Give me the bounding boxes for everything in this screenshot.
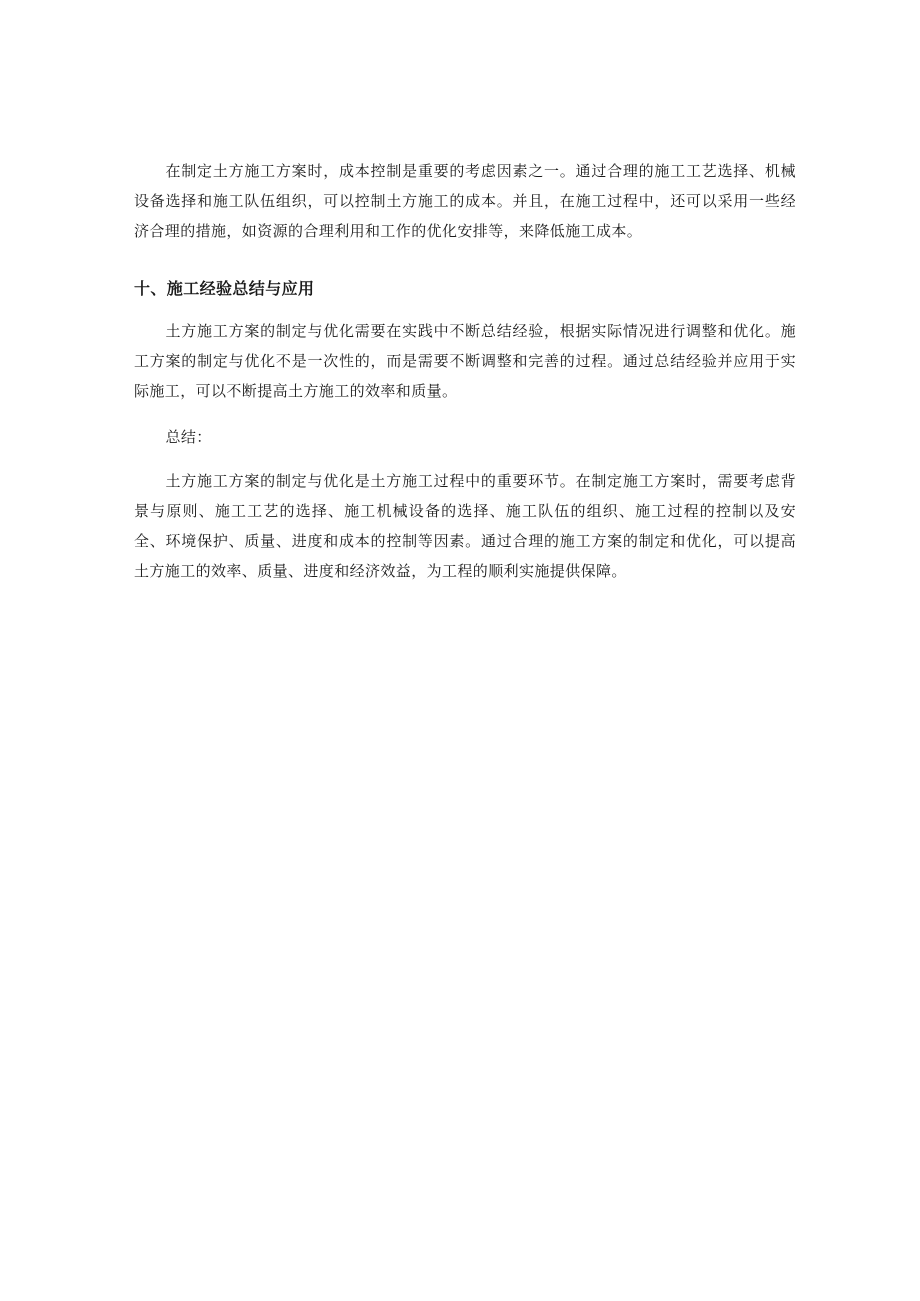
document-body [134,156,796,586]
paragraph-experience: 土方施工方案的制定与优化需要在实践中不断总结经验，根据实际情况进行调整和优化。施工方案的制定与优化不是一次性的，而是需要不断调整和完善的过程。通过总结经验并应用于实际施工，可以不断提高土方施工的效率和质量。 [134,322,796,400]
section-heading-10: 十、施工经验总结与应用 [134,279,315,298]
paragraph-summary: 土方施工方案的制定与优化是土方施工过程中的重要环节。在制定施工方案时，需要考虑背景与原则、施工工艺的选择、施工机械设备的选择、施工队伍的组织、施工过程的控制以及安全、环境保护、质量、进度和成本的控制等因素。通过合理的施工方案的制定和优化，可以提高土方施工的效率、质量、进度和经济效益，为工程的顺利实施提供保障。 [134,472,796,580]
paragraph-cost-control: 在制定土方施工方案时，成本控制是重要的考虑因素之一。通过合理的施工工艺选择、机械设备选择和施工队伍组织，可以控制土方施工的成本。并且，在施工过程中，还可以采用一些经济合理的措施，如资源的合理利用和工作的优化安排等，来降低施工成本。 [134,162,796,240]
summary-label: 总结： [165,428,212,446]
